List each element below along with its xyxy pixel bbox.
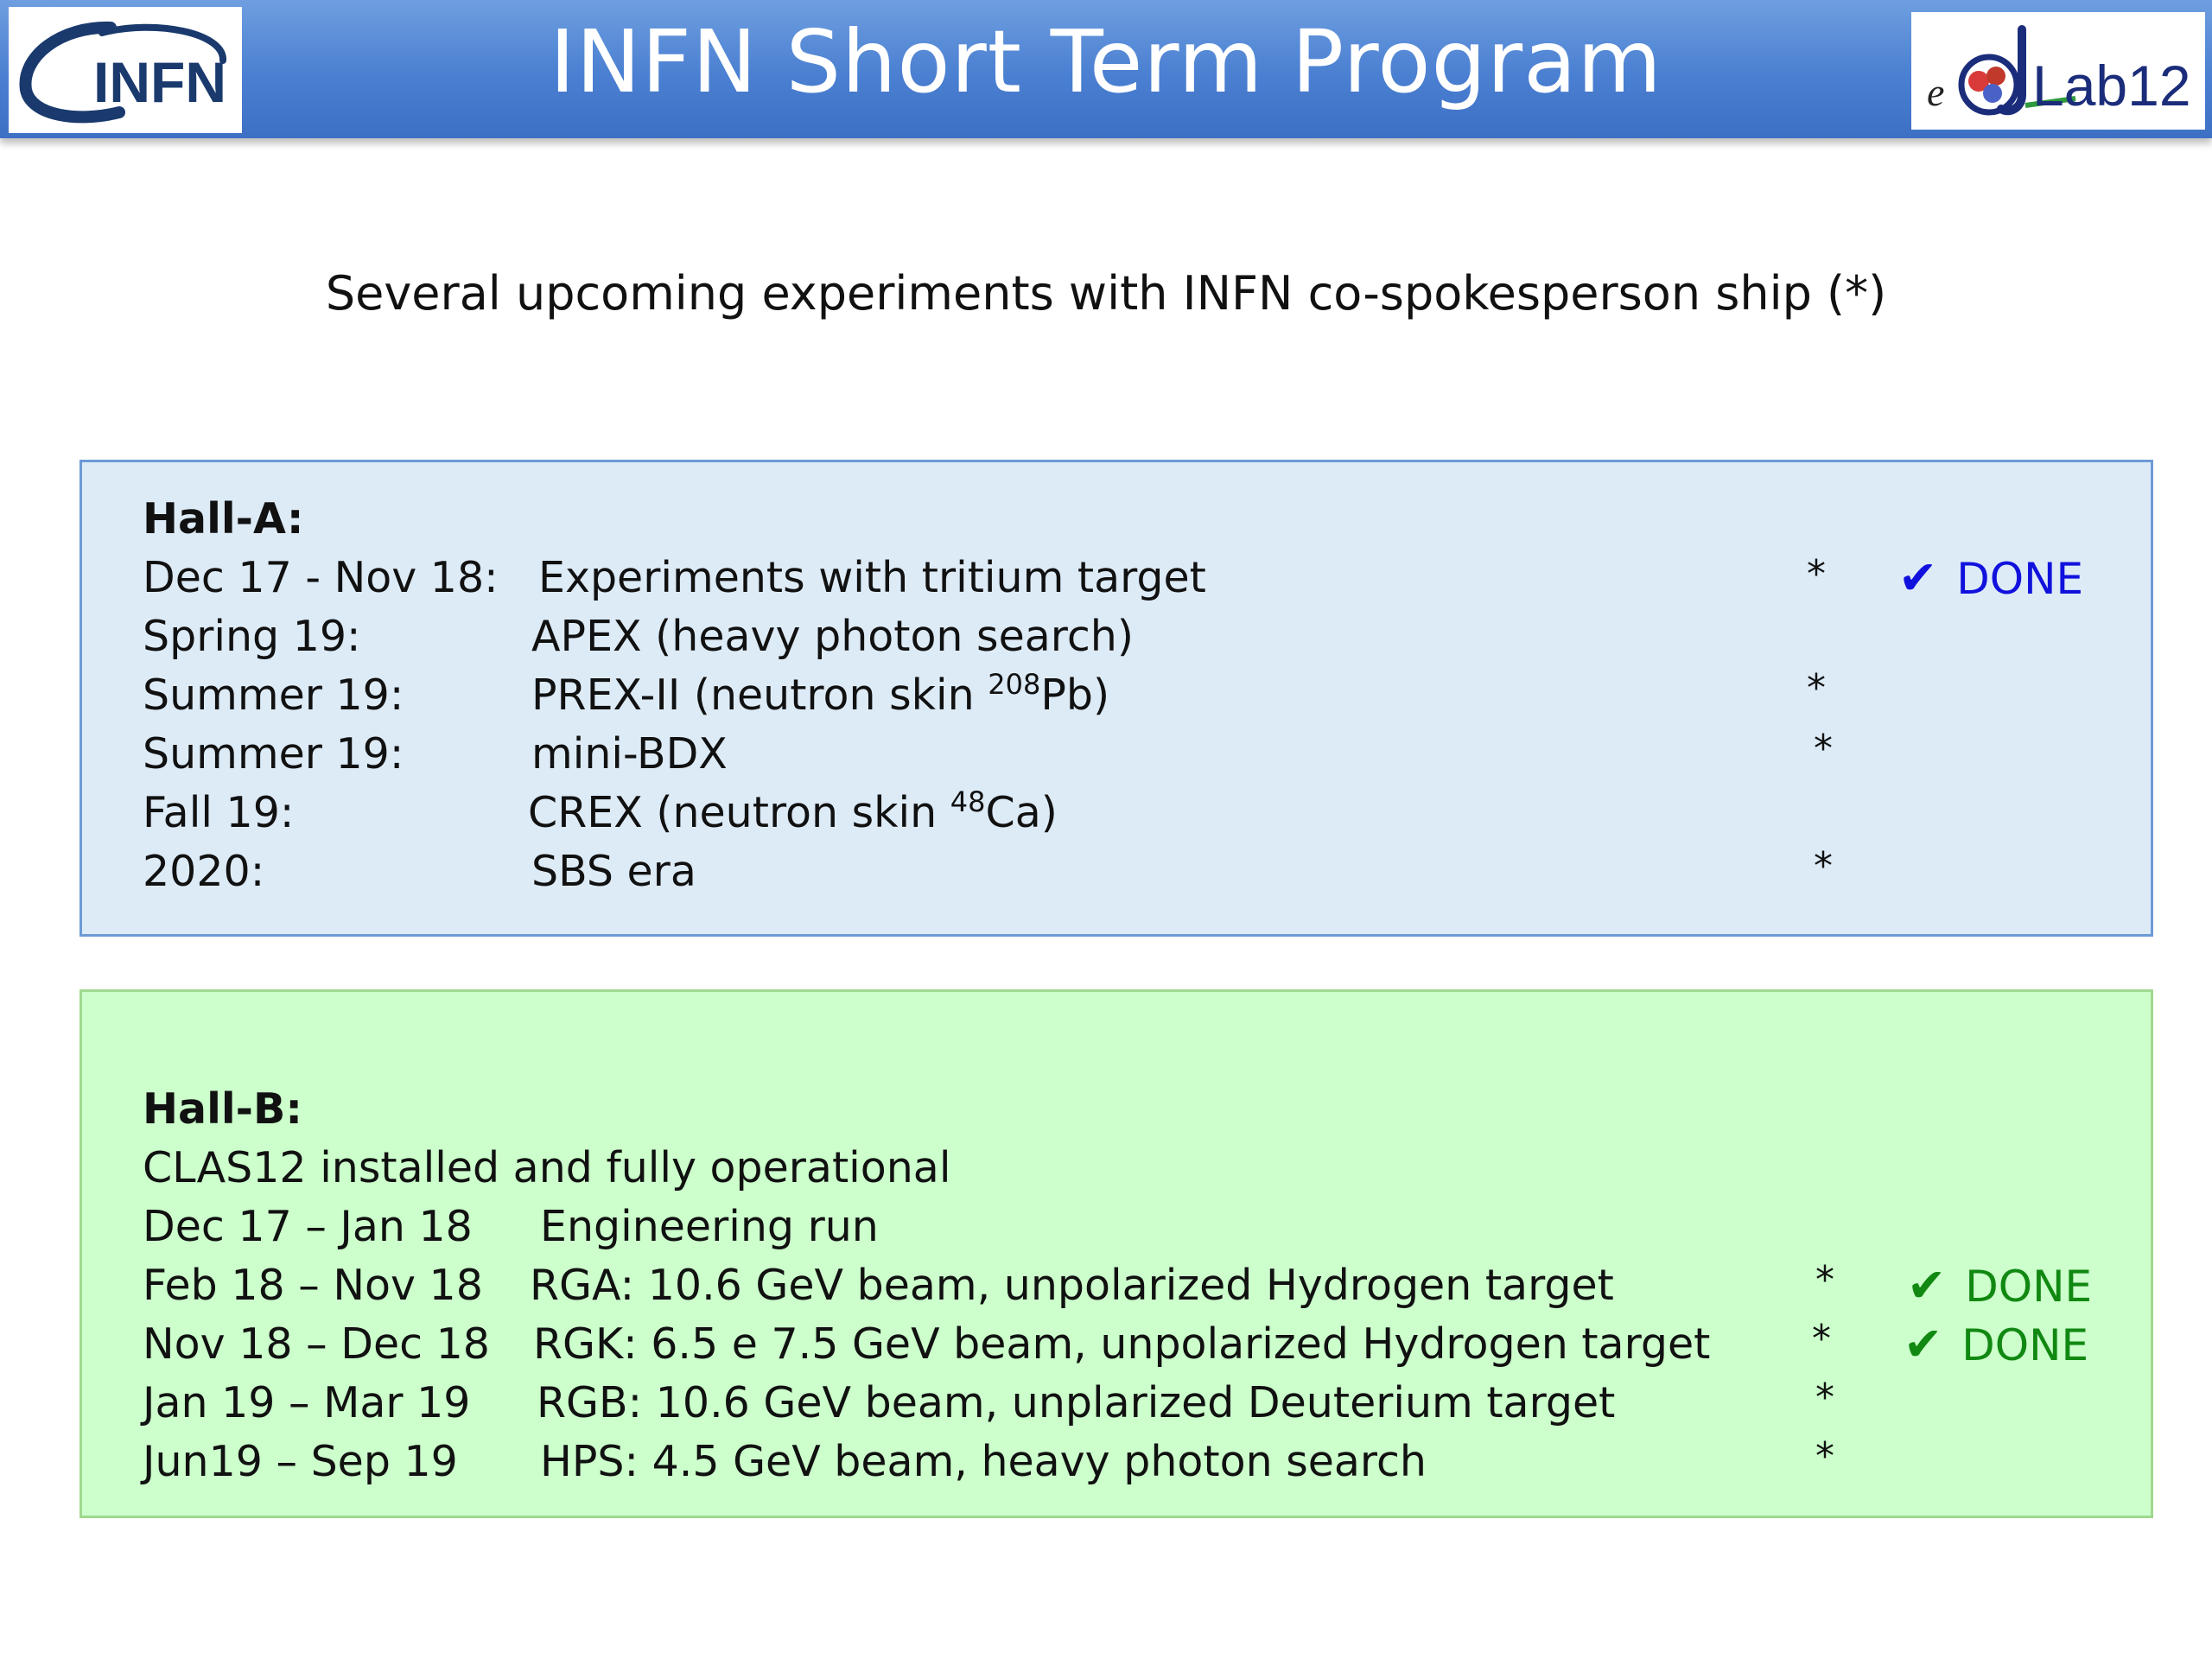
row-date: Fall 19: [143,788,295,837]
hall-a-heading: Hall-A: [143,494,304,543]
row-date: Jun19 – Sep 19 [143,1437,458,1486]
done-label: DONE [1965,1262,2093,1312]
infn-logo-text: INFN [93,50,226,114]
row-date: 2020: [143,847,265,896]
row-description: Experiments with tritium target [538,553,1206,602]
row-date: Jan 19 – Mar 19 [143,1378,471,1427]
done-label: DONE [1956,554,2084,604]
check-mark-icon: ✔ [1907,1258,1947,1313]
subtitle: Several upcoming experiments with INFN co-spokesperson ship (*) [325,266,1887,321]
isotope-mass-number: 208 [988,668,1041,701]
row-description: HPS: 4.5 GeV beam, heavy photon search [540,1437,1427,1486]
row-description: RGA: 10.6 GeV beam, unpolarized Hydrogen target [530,1261,1614,1310]
jlab-logo-prefix: e [1927,70,1945,114]
row-description: RGB: 10.6 GeV beam, unplarized Deuterium target [537,1378,1616,1427]
done-label: DONE [1961,1320,2089,1370]
jlab-logo-text: Lab12 [2032,54,2191,118]
row-date: Nov 18 – Dec 18 [143,1319,490,1369]
co-spokesperson-star: * [1815,1376,1834,1420]
description-text: Pb) [1040,671,1110,720]
done-status [1907,1260,2092,1313]
row-date: Dec 17 - Nov 18: [143,553,499,602]
hall-b-panel [79,989,2153,1518]
description-text: CREX (neutron skin [528,788,950,837]
row-description: RGK: 6.5 e 7.5 GeV beam, unpolarized Hydrogen target [533,1319,1711,1369]
check-mark-icon: ✔ [1898,550,1938,605]
row-description: mini-BDX [531,729,728,779]
check-mark-icon: ✔ [1904,1317,1943,1371]
page-title: INFN Short Term Program [550,11,1662,112]
row-description: SBS era [531,847,696,896]
co-spokesperson-star: * [1815,1434,1834,1478]
description-text: Ca) [985,788,1058,837]
row-date: Feb 18 – Nov 18 [143,1261,483,1310]
co-spokesperson-star: * [1812,1317,1831,1361]
hall-b-intro: CLAS12 installed and fully operational [143,1143,951,1192]
row-date: Summer 19: [143,729,404,779]
row-date: Spring 19: [143,612,361,661]
row-description [531,670,1109,721]
co-spokesperson-star: * [1814,844,1833,888]
hall-b-heading: Hall-B: [143,1084,302,1134]
description-text: PREX-II (neutron skin [531,671,988,720]
row-description [528,787,1058,839]
jlab12-logo-graphic [1911,12,2205,130]
co-spokesperson-star: * [1807,666,1826,710]
co-spokesperson-star: * [1807,552,1826,596]
co-spokesperson-star: * [1815,1258,1834,1302]
row-date: Dec 17 – Jan 18 [143,1202,473,1251]
hall-a-panel [79,460,2153,937]
row-description: Engineering run [540,1202,879,1251]
row-date: Summer 19: [143,671,404,720]
title-bar [0,0,2212,138]
jlab12-logo [1911,12,2205,130]
co-spokesperson-star: * [1814,727,1833,771]
done-status [1904,1319,2088,1371]
done-status [1898,552,2083,605]
row-description: APEX (heavy photon search) [531,612,1134,661]
isotope-mass-number: 48 [950,785,986,818]
